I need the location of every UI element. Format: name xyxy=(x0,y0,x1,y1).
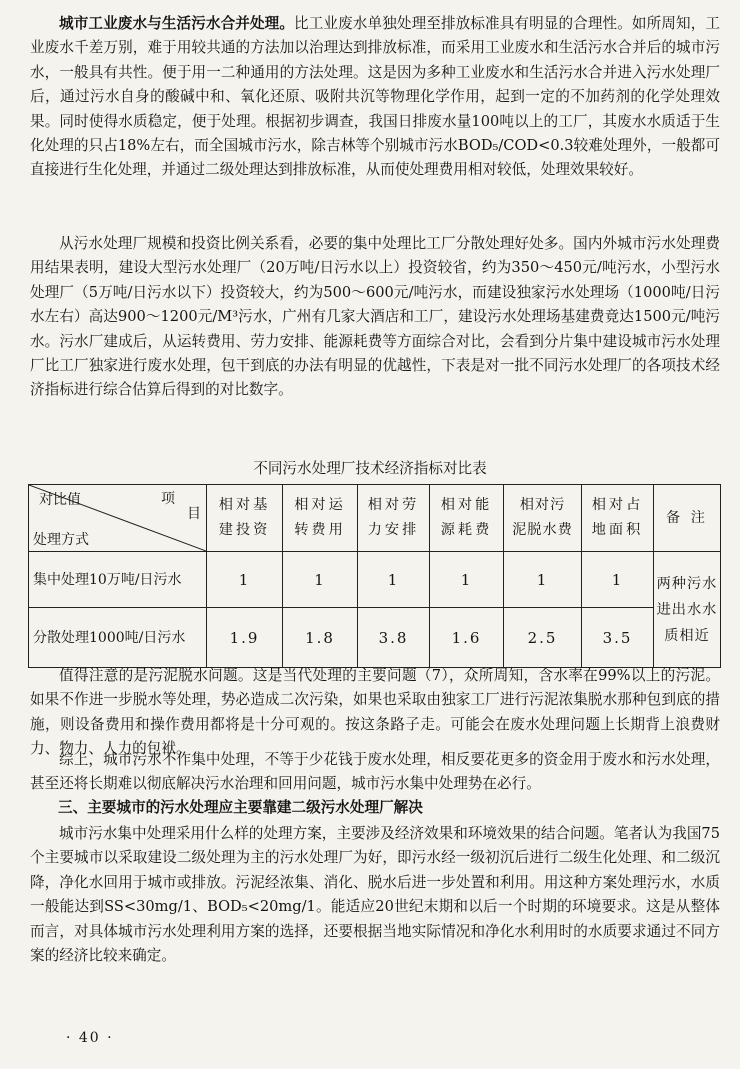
col-header-notes: 备 注 xyxy=(654,485,721,552)
row-mode-centralized: 集中处理10万吨/日污水 xyxy=(29,552,207,608)
table-cell: 1 xyxy=(504,552,582,608)
col-header-sludge: 相对污 泥脱水费 xyxy=(504,485,582,552)
paragraph-1-body: 比工业废水单独处理至排放标准具有明显的合理性。如所周知，工业废水千差万别，难于用较共通的方法加以治理达到排放标准，而采用工业废水和生活污水合并后的城市污水，一般具有共性。便于用一二种通用的方法处理。这是因为多种工业废水和生活污水合并进入污水处理厂后，通过污水自身的酸碱中和、氧化还原、吸附共沉等物理化学作用，起到一定的不加药剂的化学处理效果。同时使得水质稳定，便于处理。根据初步调查，我国日排废水量100吨以上的工厂，其废水水质适于生化处理的只占18%左右，而全国城市污水，除吉林等个别城市污水BOD₅/COD<0.3较难处理外，一般都可直接进行生化处理，并通过二级处理达到排放标准，从而使处理费用相对较低，处理效果较好。 xyxy=(30,15,720,179)
table-cell: 1 xyxy=(207,552,283,608)
comparison-table xyxy=(28,484,721,668)
table-row xyxy=(29,608,721,668)
col-header-investment: 相对基 建投资 xyxy=(207,485,283,552)
corner-label-value: 对比值 xyxy=(39,492,81,508)
table-cell: 1 xyxy=(283,552,358,608)
paragraph-2: 从污水处理厂规模和投资比例关系看，必要的集中处理比工厂分散处理好处多。国内外城市污水处理费用结果表明，建设大型污水处理厂（20万吨/日污水以上）投资较省，约为350～450元/吨污水，小型污水处理厂（5万吨/日污水以下）投资较大，约为500～600元/吨污水，而建设独家污水处理场（1000吨/日污水左右）高达900～1200元/M³污水，广州有几家大酒店和工厂，建设污水处理场基建费竟达1500元/吨污水。污水厂建成后，从运转费用、劳力安排、能源耗费等方面综合对比，会看到分片集中建设城市污水处理厂比工厂独家进行废水处理，包干到底的办法有明显的优越性，下表是对一批不同污水处理厂的各项技术经济指标进行综合估算后得到的对比数字。 xyxy=(30,235,720,399)
table-cell: 1 xyxy=(430,552,504,608)
paragraph-1-lead: 城市工业废水与生活污水合并处理。 xyxy=(59,15,295,32)
table-row xyxy=(29,552,721,608)
table-caption: 不同污水处理厂技术经济指标对比表 xyxy=(253,460,487,477)
col-header-energy: 相对能 源耗费 xyxy=(430,485,504,552)
corner-label-mode: 处理方式 xyxy=(33,532,89,548)
table-cell: 1.9 xyxy=(207,608,283,668)
table-header-row xyxy=(29,485,721,552)
table-cell: 1.6 xyxy=(430,608,504,668)
table-cell: 1.8 xyxy=(283,608,358,668)
paragraph-4: 综上，城市污水不作集中处理，不等于少花钱于废水处理，相反要花更多的资金用于废水和污水处理，甚至还将长期难以彻底解决污水治理和回用问题，城市污水集中处理势在必行。 xyxy=(30,751,720,793)
section-heading: 三、主要城市的污水处理应主要靠建二级污水处理厂解决 xyxy=(58,799,423,816)
paragraph-3: 值得注意的是污泥脱水问题。这是当代处理的主要问题（7），众所周知，含水率在99%以上的污泥。如果不作进一步脱水等处理，势必造成二次污染，如果也采取由独家工厂进行污泥浓集脱水那种包到底的措施，则设备费用和操作费用都将是十分可观的。按这条路子走。可能会在废水处理问题上长期背上浪费财力、物力、人力的包袱。 xyxy=(30,667,720,758)
corner-label-item-2: 目 xyxy=(187,506,201,522)
corner-label-item-1: 项 xyxy=(161,491,175,507)
table-corner-cell xyxy=(29,485,207,552)
row-mode-decentralized: 分散处理1000吨/日污水 xyxy=(29,608,207,668)
table-cell: 1 xyxy=(582,552,654,608)
table-cell: 3.8 xyxy=(358,608,430,668)
paragraph-5: 城市污水集中处理采用什么样的处理方案，主要涉及经济效果和环境效果的结合问题。笔者认为我国75个主要城市以采取建设二级处理为主的污水处理厂为好，即污水经一级初沉后进行二级生化处理、和二级沉降，净化水回用于城市或排放。污泥经浓集、消化、脱水后进一步处置和利用。用这种方案处理污水，水质一般能达到SS<30mg/1、BOD₅<20mg/1。能适应20世纪末期和以后一个时期的环境要求。这是从整体而言，对具体城市污水处理利用方案的选择，还要根据当地实际情况和净化水利用时的水质要求通过不同方案的经济比较来确定。 xyxy=(30,825,720,965)
paragraph-1 xyxy=(30,12,720,183)
table-cell: 1 xyxy=(358,552,430,608)
col-header-land: 相对占 地面积 xyxy=(582,485,654,552)
col-header-operating-cost: 相对运 转费用 xyxy=(283,485,358,552)
table-cell: 3.5 xyxy=(582,608,654,668)
table-note-cell: 两种污水 进出水水 质相近 xyxy=(654,552,721,668)
table-cell: 2.5 xyxy=(504,608,582,668)
page-number: · 40 · xyxy=(66,1030,114,1046)
col-header-labor: 相对劳 力安排 xyxy=(358,485,430,552)
